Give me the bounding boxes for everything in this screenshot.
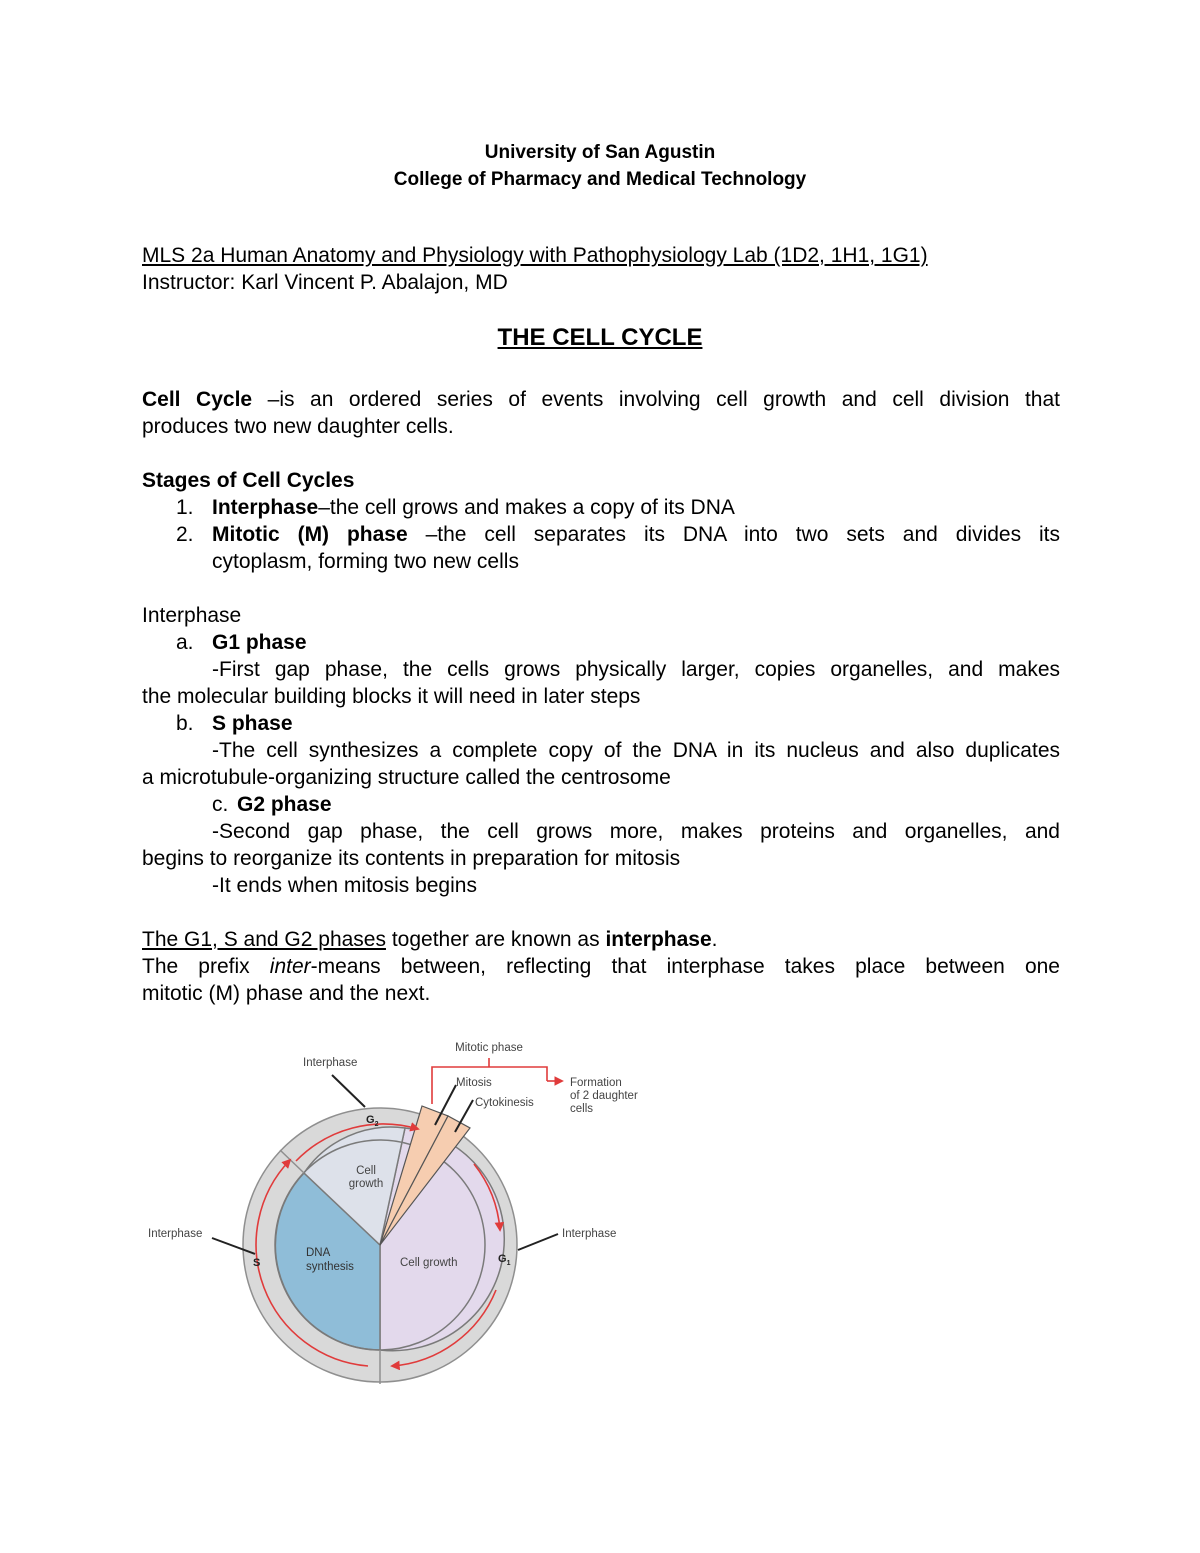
prefix-line-2: mitotic (M) phase and the next. bbox=[142, 982, 431, 1005]
prefix-italic: inter bbox=[269, 955, 311, 978]
phase-s-desc-first: -The cell synthesizes a complete copy of the DNA in its nucleus and also duplicates bbox=[212, 739, 1060, 762]
summary-underlined: The G1, S and G2 phases bbox=[142, 928, 386, 951]
label-dna-2: synthesis bbox=[306, 1261, 354, 1273]
label-g2-sub: 2 bbox=[374, 1121, 379, 1128]
stage-1-term: Interphase bbox=[212, 496, 319, 519]
course-title: MLS 2a Human Anatomy and Physiology with Pathophysiology Lab (1D2, 1H1, 1G1) bbox=[142, 244, 928, 267]
label-s: S bbox=[253, 1257, 261, 1269]
stage-2 bbox=[212, 521, 1060, 548]
phase-g2-desc-first: -Second gap phase, the cell grows more, makes proteins and organelles, and bbox=[212, 820, 1060, 843]
label-g2-letter: G bbox=[366, 1114, 375, 1126]
stage-1-text: –the cell grows and makes a copy of its DNA bbox=[318, 496, 735, 519]
label-dna-1: DNA bbox=[306, 1247, 331, 1259]
prefix-line bbox=[142, 953, 1060, 980]
stages-heading: Stages of Cell Cycles bbox=[142, 469, 355, 492]
phase-g1-name: G1 phase bbox=[212, 631, 307, 654]
phase-g2-name: G2 phase bbox=[237, 793, 332, 816]
label-cell-growth-top-2: growth bbox=[348, 1178, 384, 1190]
cell-cycle-diagram bbox=[0, 1020, 1200, 1400]
page-title: THE CELL CYCLE bbox=[497, 324, 703, 351]
label-mitotic-phase: Mitotic phase bbox=[455, 1042, 523, 1054]
stage-1 bbox=[212, 494, 735, 521]
label-interphase-top: Interphase bbox=[303, 1057, 358, 1069]
phase-g1-desc-first: -First gap phase, the cells grows physically larger, copies organelles, and makes bbox=[212, 658, 1060, 681]
pointer-interphase-right bbox=[518, 1234, 558, 1250]
phase-g2-desc-rest: begins to reorganize its contents in preparation for mitosis bbox=[142, 847, 681, 870]
summary-end: . bbox=[711, 928, 718, 951]
prefix-b: -means between, reflecting that interphase takes place between one bbox=[310, 955, 1060, 978]
stage-2-cont: cytoplasm, forming two new cells bbox=[212, 550, 519, 573]
label-mitosis: Mitosis bbox=[456, 1077, 492, 1089]
label-cell-growth-right: Cell growth bbox=[400, 1257, 458, 1269]
college-name: College of Pharmacy and Medical Technology bbox=[393, 169, 807, 190]
label-interphase-left: Interphase bbox=[148, 1228, 203, 1240]
stage-2-text: –the cell separates its DNA into two sets and divides its bbox=[407, 523, 1061, 546]
phase-g1-letter: a. bbox=[176, 631, 194, 654]
phase-s-desc-rest: a microtubule-organizing structure called the centrosome bbox=[142, 766, 671, 789]
interphase-heading: Interphase bbox=[142, 604, 242, 627]
definition-term: Cell Cycle bbox=[142, 388, 253, 411]
university-name: University of San Agustin bbox=[484, 142, 716, 163]
stage-2-term: Mitotic (M) phase bbox=[212, 523, 408, 546]
instructor-line: Instructor: Karl Vincent P. Abalajon, MD bbox=[142, 271, 508, 294]
phase-s-name: S phase bbox=[212, 712, 293, 735]
definition-text-b: produces two new daughter cells. bbox=[142, 415, 454, 438]
phase-s-letter: b. bbox=[176, 712, 194, 735]
label-g1-sub: 1 bbox=[506, 1260, 511, 1267]
summary-line bbox=[142, 926, 718, 953]
prefix-a: The prefix bbox=[142, 955, 270, 978]
phase-g2-letter: c. bbox=[212, 793, 229, 816]
label-cytokinesis: Cytokinesis bbox=[475, 1097, 534, 1109]
summary-mid: together are known as bbox=[385, 928, 606, 951]
pointer-interphase-top bbox=[332, 1075, 365, 1107]
label-formation-1: Formation bbox=[570, 1077, 622, 1089]
definition-line-1 bbox=[142, 386, 1060, 413]
label-formation-3: cells bbox=[570, 1103, 594, 1115]
phase-g1-desc-rest: the molecular building blocks it will need in later steps bbox=[142, 685, 641, 708]
definition-text-a: –is an ordered series of events involving cell growth and cell division that bbox=[252, 388, 1060, 411]
phase-g2-desc-extra: -It ends when mitosis begins bbox=[212, 874, 477, 897]
label-cell-growth-top-1: Cell bbox=[356, 1165, 376, 1177]
label-interphase-right: Interphase bbox=[562, 1228, 617, 1240]
summary-bold: interphase bbox=[605, 928, 712, 951]
stage-2-number: 2. bbox=[176, 523, 194, 546]
label-formation-2: of 2 daughter bbox=[570, 1090, 638, 1102]
label-g1-letter: G bbox=[498, 1253, 507, 1265]
stage-1-number: 1. bbox=[176, 496, 194, 519]
